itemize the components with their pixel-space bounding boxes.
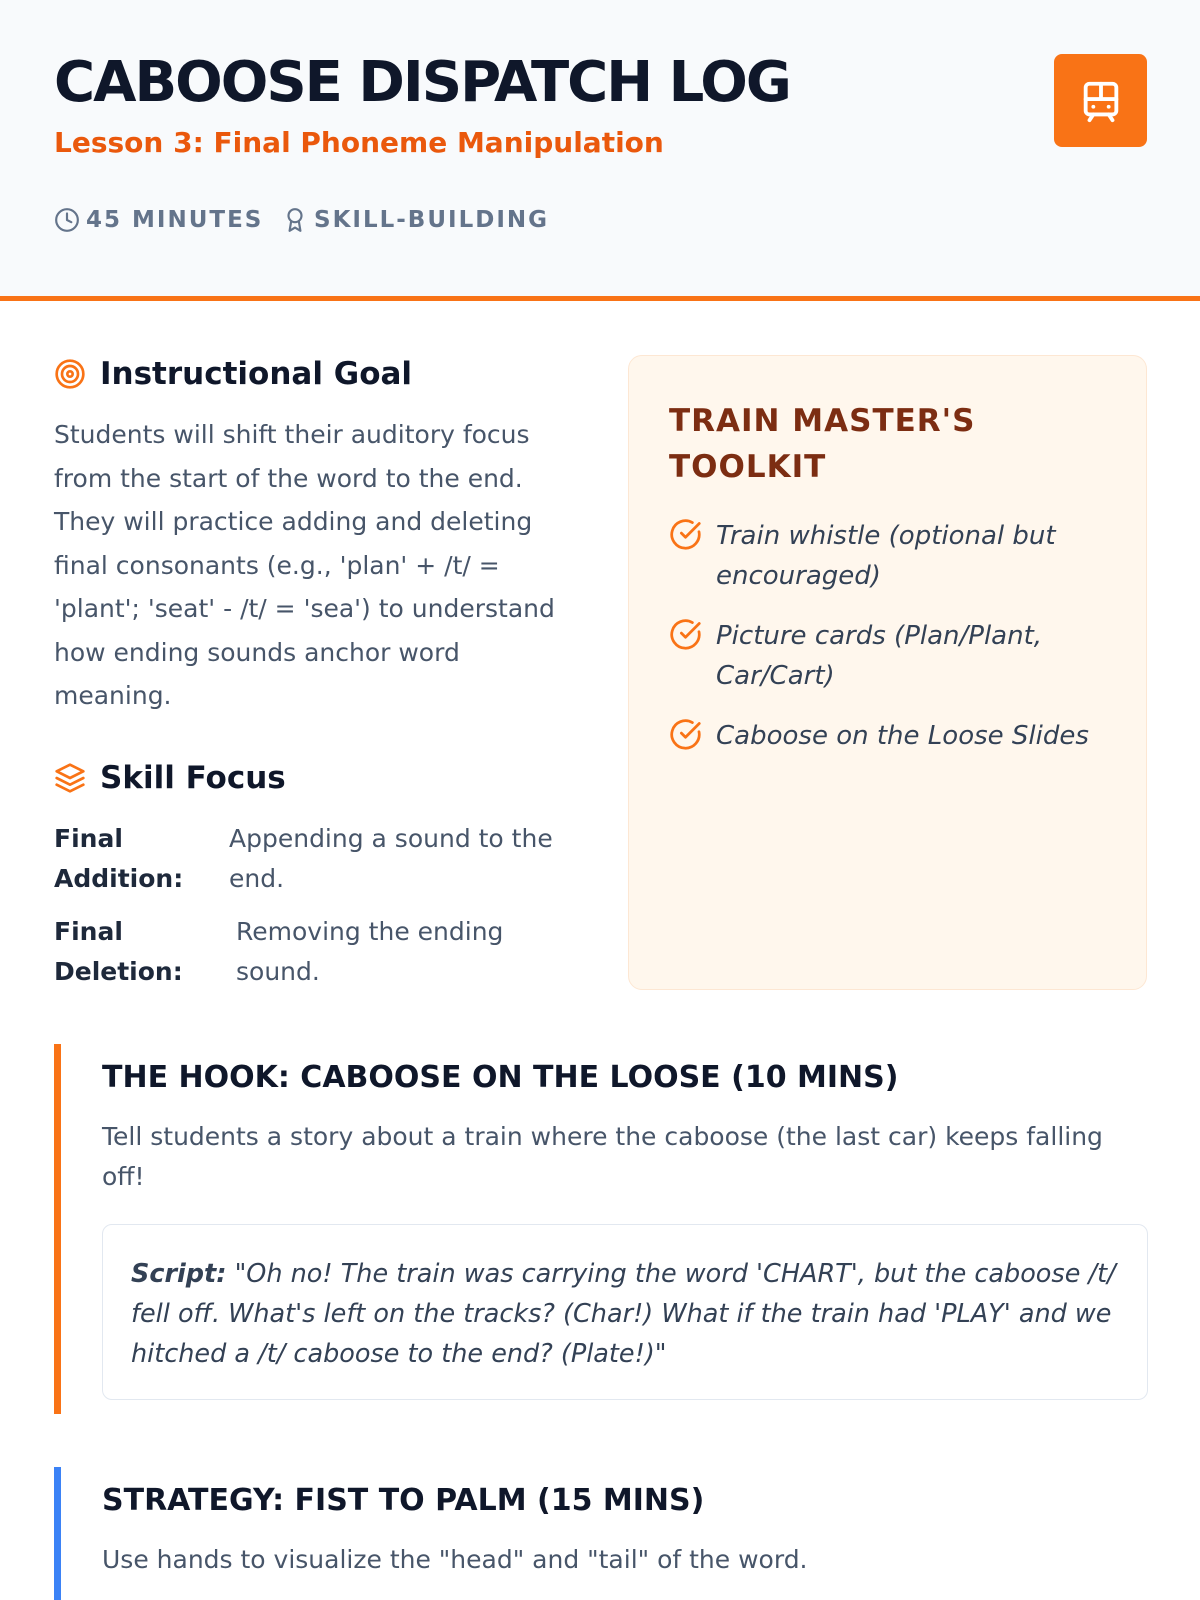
script-box — [102, 1224, 1148, 1400]
goal-heading — [54, 356, 412, 392]
goal-description: Students will shift their auditory focus from the start of the word to the end. They will practice adding and deleting final consonants (e.g., 'plan' + /t/ = 'plant'; 'seat' - /t/ = 'sea') to understand how ending sounds anchor word meaning. — [54, 420, 555, 710]
layers-icon — [54, 762, 86, 794]
skill-item-final-addition — [54, 819, 574, 899]
strategy-description: Use hands to visualize the "head" and "tail" of the word. — [102, 1545, 808, 1574]
skill-item-final-deletion — [54, 912, 574, 992]
check-circle-icon — [669, 518, 702, 551]
check-circle-icon — [669, 718, 702, 751]
lesson-subtitle: Lesson 3: Final Phoneme Manipulation — [54, 126, 664, 159]
duration-meta — [54, 207, 263, 233]
duration-label: 45 MINUTES — [86, 207, 264, 233]
skill-term: Final Deletion: — [54, 917, 183, 986]
target-icon — [54, 358, 86, 390]
hook-title: THE HOOK: CABOOSE ON THE LOOSE (10 MINS) — [102, 1060, 899, 1095]
script-text: "Oh no! The train was carrying the word 'CHART', but the caboose /t/ fell off. What's left on the tracks? (Char!) What if the train had 'PLAY' and we hitched a /t/ caboose to the end? (Plate!)" — [131, 1259, 1116, 1369]
train-icon — [1078, 78, 1124, 124]
skill-definition: Removing the ending sound. — [236, 917, 504, 986]
header — [0, 0, 1200, 301]
clock-icon — [54, 207, 80, 233]
page-title: CABOOSE DISPATCH LOG — [54, 50, 790, 115]
lesson-type-meta — [282, 207, 549, 233]
toolkit-item — [669, 716, 1109, 756]
hook-description: Tell students a story about a train where the caboose (the last car) keeps falling off! — [102, 1122, 1103, 1191]
toolkit-card — [628, 355, 1147, 990]
toolkit-item-label: Train whistle (optional but encouraged) — [716, 521, 1056, 591]
hook-section — [54, 1044, 1147, 1414]
skill-term: Final Addition: — [54, 824, 184, 893]
skill-focus-heading — [54, 760, 286, 796]
skill-definition: Appending a sound to the end. — [229, 824, 553, 893]
toolkit-item-label: Caboose on the Loose Slides — [716, 721, 1089, 751]
check-circle-icon — [669, 618, 702, 651]
script-label: Script: — [131, 1259, 227, 1289]
toolkit-item-label: Picture cards (Plan/Plant, Car/Cart) — [716, 621, 1043, 691]
toolkit-item — [669, 616, 1109, 696]
strategy-section — [54, 1467, 1147, 1600]
train-logo — [1054, 54, 1147, 147]
toolkit-title: TRAIN MASTER'S TOOLKIT — [669, 403, 976, 485]
strategy-title: STRATEGY: FIST TO PALM (15 MINS) — [102, 1483, 705, 1518]
toolkit-item — [669, 516, 1109, 596]
award-icon — [282, 207, 308, 233]
lesson-type-label: SKILL-BUILDING — [314, 207, 549, 233]
skill-focus-heading-label: Skill Focus — [100, 760, 286, 796]
goal-heading-label: Instructional Goal — [100, 356, 413, 392]
